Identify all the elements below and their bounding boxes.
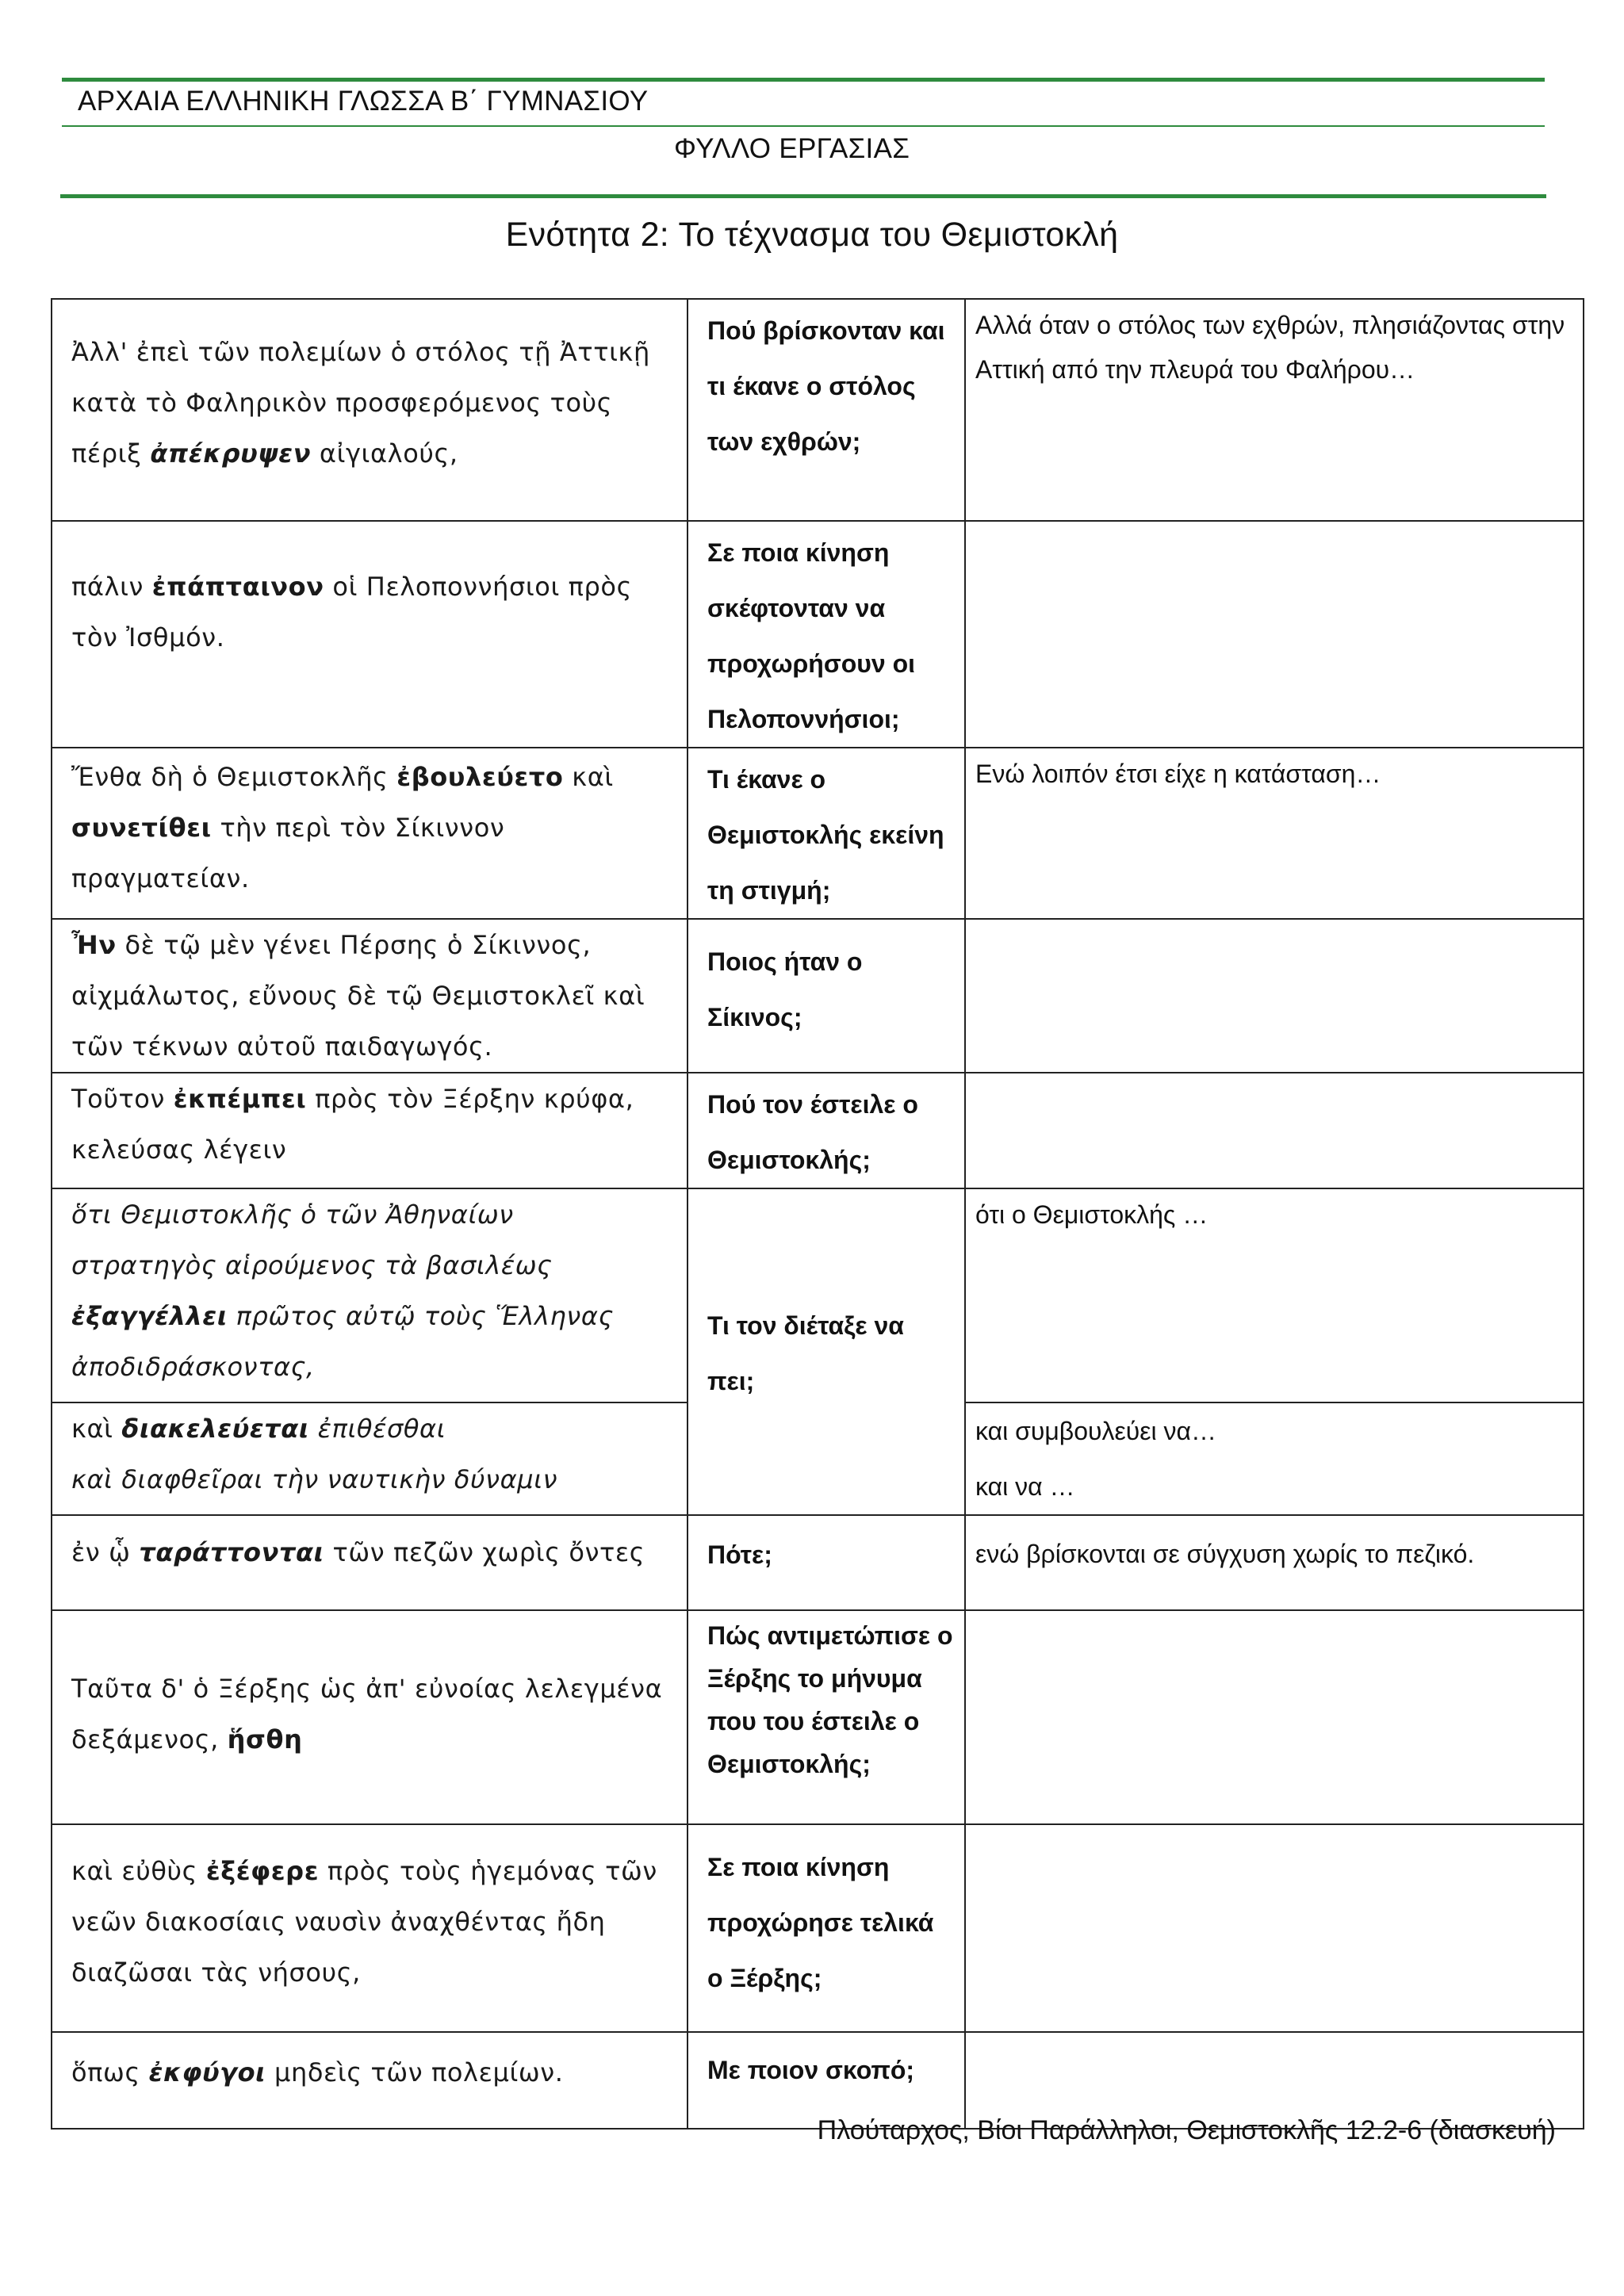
table-row <box>52 1515 1584 1610</box>
answer-cell[interactable]: ενώ βρίσκονται σε σύγχυση χωρίς το πεζικό. <box>965 1515 1584 1610</box>
ancient-text-cell: καὶ εὐθὺς ἐξέφερε πρὸς τοὺς ἡγεμόνας τῶν νεῶν διακοσίαις ναυσὶν ἀναχθέντας ἤδη διαζῶσαι τὰς νήσους, <box>52 1824 688 2032</box>
ancient-text-cell: Ἀλλ' ἐπεὶ τῶν πολεμίων ὁ στόλος τῇ Ἀττικῇ κατὰ τὸ Φαληρικὸν προσφερόμενος τοὺς πέριξ ἀπέκρυψεν αἰγιαλούς, <box>52 299 688 521</box>
table-row <box>52 521 1584 748</box>
worksheet-table <box>51 298 1584 2130</box>
source-citation: Πλούταρχος, Βίοι Παράλληλοι, Θεμιστοκλῆς 12.2-6 (διασκευή) <box>817 2115 1556 2145</box>
question-cell: Με ποιον σκοπό; <box>688 2032 965 2129</box>
worksheet-title: ΦΥΛΛΟ ΕΡΓΑΣΙΑΣ <box>674 133 910 164</box>
ancient-text-cell: καὶ διακελεύεται ἐπιθέσθαι καὶ διαφθεῖραι τὴν ναυτικὴν δύναμιν <box>52 1402 688 1515</box>
highlighted-verb: ἐκπέμπει <box>173 1084 307 1114</box>
highlighted-verb: ἐκφύγοι <box>148 2057 266 2087</box>
answer-cell[interactable] <box>965 1610 1584 1824</box>
subject-title: ΑΡΧΑΙΑ ΕΛΛΗΝΙΚΗ ΓΛΩΣΣΑ Β΄ ΓΥΜΝΑΣΙΟΥ <box>78 86 649 117</box>
question-cell: Τι έκανε ο Θεμιστοκλής εκείνη τη στιγμή; <box>688 748 965 919</box>
answer-cell[interactable] <box>965 2032 1584 2129</box>
highlighted-verb: συνετίθει <box>71 813 212 843</box>
table-row <box>52 1610 1584 1824</box>
question-cell: Σε ποια κίνηση σκέφτονταν να προχωρήσουν οι Πελοποννήσιοι; <box>688 521 965 748</box>
top-rule <box>62 78 1545 82</box>
highlighted-verb: ἐβουλεύετο <box>396 762 564 792</box>
highlighted-verb: ἐξαγγέλλει <box>71 1301 228 1331</box>
ancient-text-cell: ἐν ᾧ ταράττονται τῶν πεζῶν χωρὶς ὄντες <box>52 1515 688 1610</box>
highlighted-verb: ἐξέφερε <box>205 1856 320 1886</box>
answer-cell[interactable] <box>965 919 1584 1073</box>
highlighted-verb: Ἦν <box>71 930 117 960</box>
question-cell: Σε ποια κίνηση προχώρησε τελικά ο Ξέρξης; <box>688 1824 965 2032</box>
unit-title: Ενότητα 2: Το τέχνασμα του Θεμιστοκλή <box>505 216 1119 254</box>
highlighted-verb: διακελεύεται <box>121 1414 309 1444</box>
ancient-text-cell: πάλιν ἐπάπταινον οἱ Πελοποννήσιοι πρὸς τὸν Ἰσθμόν. <box>52 521 688 748</box>
table-row <box>52 748 1584 919</box>
ancient-text-cell: Τοῦτον ἐκπέμπει πρὸς τὸν Ξέρξην κρύφα, κελεύσας λέγειν <box>52 1073 688 1188</box>
middle-rule <box>62 125 1545 127</box>
ancient-text-cell: ὅπως ἐκφύγοι μηδεὶς τῶν πολεμίων. <box>52 2032 688 2129</box>
highlighted-verb: ταράττονται <box>139 1537 324 1567</box>
bottom-rule <box>60 194 1546 198</box>
ancient-text-cell: Ἦν δὲ τῷ μὲν γένει Πέρσης ὁ Σίκιννος, αἰχμάλωτος, εὔνους δὲ τῷ Θεμιστοκλεῖ καὶ τῶν τέκνων αὐτοῦ παιδαγωγός. <box>52 919 688 1073</box>
highlighted-verb: ἐπάπταινον <box>151 572 324 602</box>
ancient-text-cell: Ἔνθα δὴ ὁ Θεμιστοκλῆς ἐβουλεύετο καὶ συνετίθει τὴν περὶ τὸν Σίκιννον πραγματείαν. <box>52 748 688 919</box>
table-row <box>52 2032 1584 2129</box>
question-cell: Τι τον διέταξε να πει; <box>688 1188 965 1515</box>
table-row <box>52 919 1584 1073</box>
table-row <box>52 299 1584 521</box>
answer-cell[interactable]: και συμβουλεύει να… και να … <box>965 1402 1584 1515</box>
table-row <box>52 1188 1584 1402</box>
question-cell: Πώς αντιμετώπισε ο Ξέρξης το μήνυμα που του έστειλε ο Θεμιστοκλής; <box>688 1610 965 1824</box>
question-cell: Ποιος ήταν ο Σίκινος; <box>688 919 965 1073</box>
answer-cell[interactable]: Ενώ λοιπόν έτσι είχε η κατάσταση… <box>965 748 1584 919</box>
question-cell: Πότε; <box>688 1515 965 1610</box>
answer-cell[interactable]: ότι ο Θεμιστοκλής … <box>965 1188 1584 1402</box>
question-cell: Πού τον έστειλε ο Θεμιστοκλής; <box>688 1073 965 1188</box>
answer-cell[interactable] <box>965 1824 1584 2032</box>
ancient-text-cell: ὅτι Θεμιστοκλῆς ὁ τῶν Ἀθηναίων στρατηγὸς αἱρούμενος τὰ βασιλέως ἐξαγγέλλει πρῶτος αὐτῷ τοὺς Ἕλληνας ἀποδιδράσκοντας, <box>52 1188 688 1402</box>
question-cell: Πού βρίσκονταν και τι έκανε ο στόλος των εχθρών; <box>688 299 965 521</box>
ancient-text-cell: Ταῦτα δ' ὁ Ξέρξης ὡς ἀπ' εὐνοίας λελεγμένα δεξάμενος, ἥσθη <box>52 1610 688 1824</box>
highlighted-verb: ἀπέκρυψεν <box>150 438 312 469</box>
answer-cell[interactable] <box>965 1073 1584 1188</box>
table-row <box>52 1073 1584 1188</box>
answer-cell[interactable]: Αλλά όταν ο στόλος των εχθρών, πλησιάζοντας στην Αττική από την πλευρά του Φαλήρου… <box>965 299 1584 521</box>
highlighted-verb: ἥσθη <box>227 1724 303 1755</box>
answer-cell[interactable] <box>965 521 1584 748</box>
table-row <box>52 1824 1584 2032</box>
